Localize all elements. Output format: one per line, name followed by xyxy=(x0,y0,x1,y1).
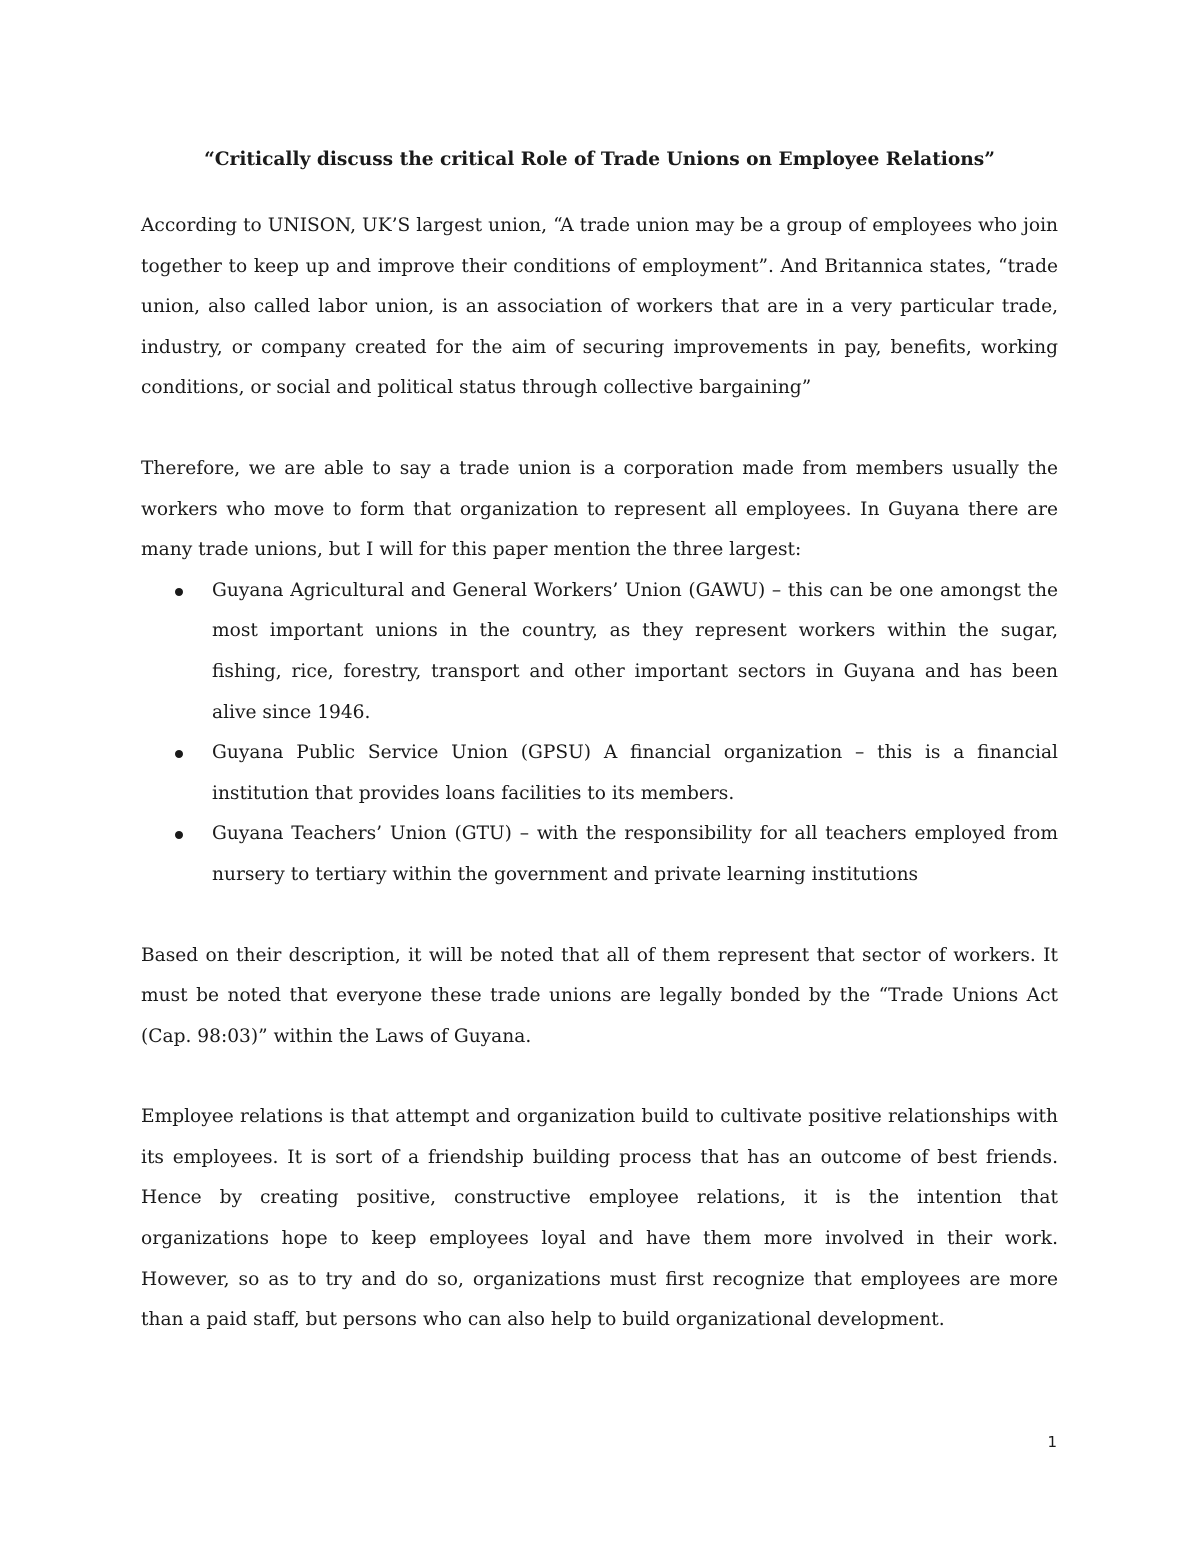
list-item xyxy=(212,814,1058,895)
paragraph-definition: According to UNISON, UK’S largest union, “A trade union may be a group of employees who join together to keep up and improve their conditions of employment”. And Britannica states, “trade union, also called labor union, is an association of workers that are in a very particular trade, industry, or company created for the aim of securing improvements in pay, benefits, working conditions, or social and political status through collective bargaining” xyxy=(141,215,1058,399)
bullet-icon xyxy=(175,750,183,758)
bullet-icon xyxy=(175,831,183,839)
unions-list xyxy=(141,571,1058,896)
paragraph-legal: Based on their description, it will be noted that all of them represent that sector of workers. It must be noted that everyone these trade unions are legally bonded by the “Trade Unions Act (Cap. 98:03)” within the Laws of Guyana. xyxy=(141,944,1058,1047)
list-item-text: Guyana Teachers’ Union (GTU) – with the responsibility for all teachers employed from nursery to tertiary within the government and private learning institutions xyxy=(212,823,1058,885)
paragraph-employee-relations: Employee relations is that attempt and organization build to cultivate positive relationships with its employees. It is sort of a friendship building process that has an outcome of best friends. Hence by creating positive, constructive employee relations, it is the intention that organizations hope to keep employees loyal and have them more involved in their work. However, so as to try and do so, organizations must first recognize that employees are more than a paid staff, but persons who can also help to build organizational development. xyxy=(141,1106,1058,1331)
paragraph-intro-guyana: Therefore, we are able to say a trade union is a corporation made from members usually the workers who move to form that organization to represent all employees. In Guyana there are many trade unions, but I will for this paper mention the three largest: xyxy=(141,457,1058,561)
paragraph-gap xyxy=(141,1057,1058,1097)
list-item xyxy=(212,733,1058,814)
list-item-text: Guyana Agricultural and General Workers’ Union (GAWU) – this can be one amongst the most important unions in the country, as they represent workers within the sugar, fishing, rice, forestry, transport and other important sectors in Guyana and has been alive since 1946. xyxy=(212,579,1058,723)
document-title: “Critically discuss the critical Role of Trade Unions on Employee Relations” xyxy=(204,149,995,170)
page-number: 1 xyxy=(1047,1433,1057,1451)
paragraph-gap xyxy=(141,409,1058,449)
bullet-icon xyxy=(175,588,183,596)
paragraph-gap xyxy=(141,896,1058,936)
list-item-text: Guyana Public Service Union (GPSU) A financial organization – this is a financial institution that provides loans facilities to its members. xyxy=(212,742,1058,804)
document-body xyxy=(141,140,1058,1341)
list-item xyxy=(212,571,1058,733)
